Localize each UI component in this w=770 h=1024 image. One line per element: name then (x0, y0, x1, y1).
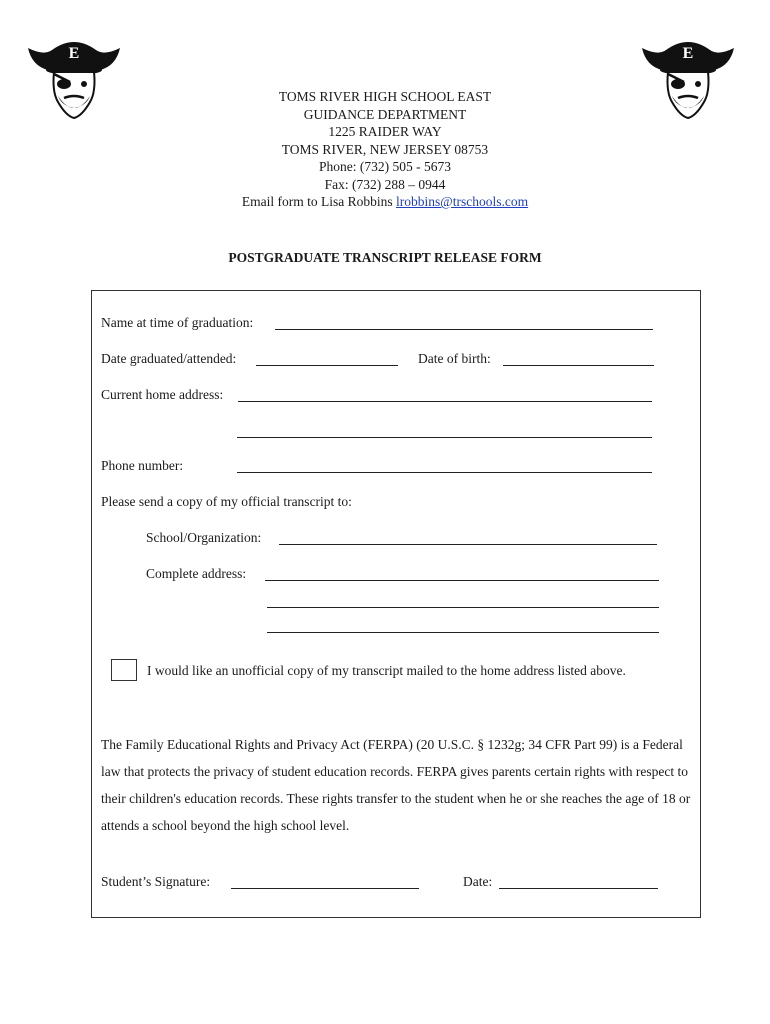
date-label: Date: (463, 874, 493, 889)
unofficial-copy-label: I would like an unofficial copy of my transcript mailed to the home address listed above. (147, 663, 626, 678)
name-label: Name at time of graduation: (101, 315, 254, 330)
email-link[interactable]: lrobbins@trschools.com (396, 194, 529, 209)
address-field-line-1[interactable] (238, 401, 652, 402)
date-graduated-label: Date graduated/attended: (101, 351, 237, 366)
school-name: TOMS RIVER HIGH SCHOOL EAST (278, 89, 492, 104)
complete-address-line-3[interactable] (267, 632, 659, 633)
street-address: 1225 RAIDER WAY (328, 124, 442, 139)
address-label: Current home address: (101, 387, 224, 402)
department-name: GUIDANCE DEPARTMENT (303, 106, 467, 122)
date-graduated-field[interactable] (256, 365, 398, 366)
dob-field[interactable] (503, 365, 654, 366)
dob-label: Date of birth: (418, 351, 491, 366)
address-field-line-2[interactable] (237, 437, 652, 438)
fax-number: Fax: (732) 288 – 0944 (324, 176, 446, 192)
name-field[interactable] (275, 329, 653, 330)
logo-letter: E (682, 45, 694, 62)
email-prefix: Email form to Lisa Robbins (241, 194, 397, 209)
city-address: TOMS RIVER, NEW JERSEY 08753 (281, 141, 489, 157)
date-field[interactable] (499, 888, 658, 889)
school-header (0, 88, 770, 211)
school-org-label: School/Organization: (146, 530, 262, 545)
phone-field[interactable] (237, 472, 652, 473)
logo-letter: E (68, 45, 80, 62)
complete-address-line-2[interactable] (267, 607, 659, 608)
ferpa-notice: The Family Educational Rights and Privacy Act (FERPA) (20 U.S.C. § 1232g; 34 CFR Part 99) is a Federal law that protects the privacy of student education records. FERPA gives parents certain rights with respect to their children's education records. These rights transfer to the student when he or she reaches the age of 18 or attends a school beyond the high school level. (101, 737, 691, 833)
signature-label: Student’s Signature: (101, 874, 211, 889)
checkbox-icon[interactable] (111, 659, 137, 681)
signature-field[interactable] (231, 888, 419, 889)
complete-address-line-1[interactable] (265, 580, 659, 581)
email-line (0, 193, 770, 211)
school-org-field[interactable] (279, 544, 657, 545)
phone-number: Phone: (732) 505 - 5673 (319, 159, 451, 174)
form-title: POSTGRADUATE TRANSCRIPT RELEASE FORM (228, 250, 542, 265)
send-copy-label: Please send a copy of my official transcript to: (101, 494, 352, 509)
complete-address-label: Complete address: (146, 566, 247, 581)
phone-label: Phone number: (101, 458, 184, 473)
